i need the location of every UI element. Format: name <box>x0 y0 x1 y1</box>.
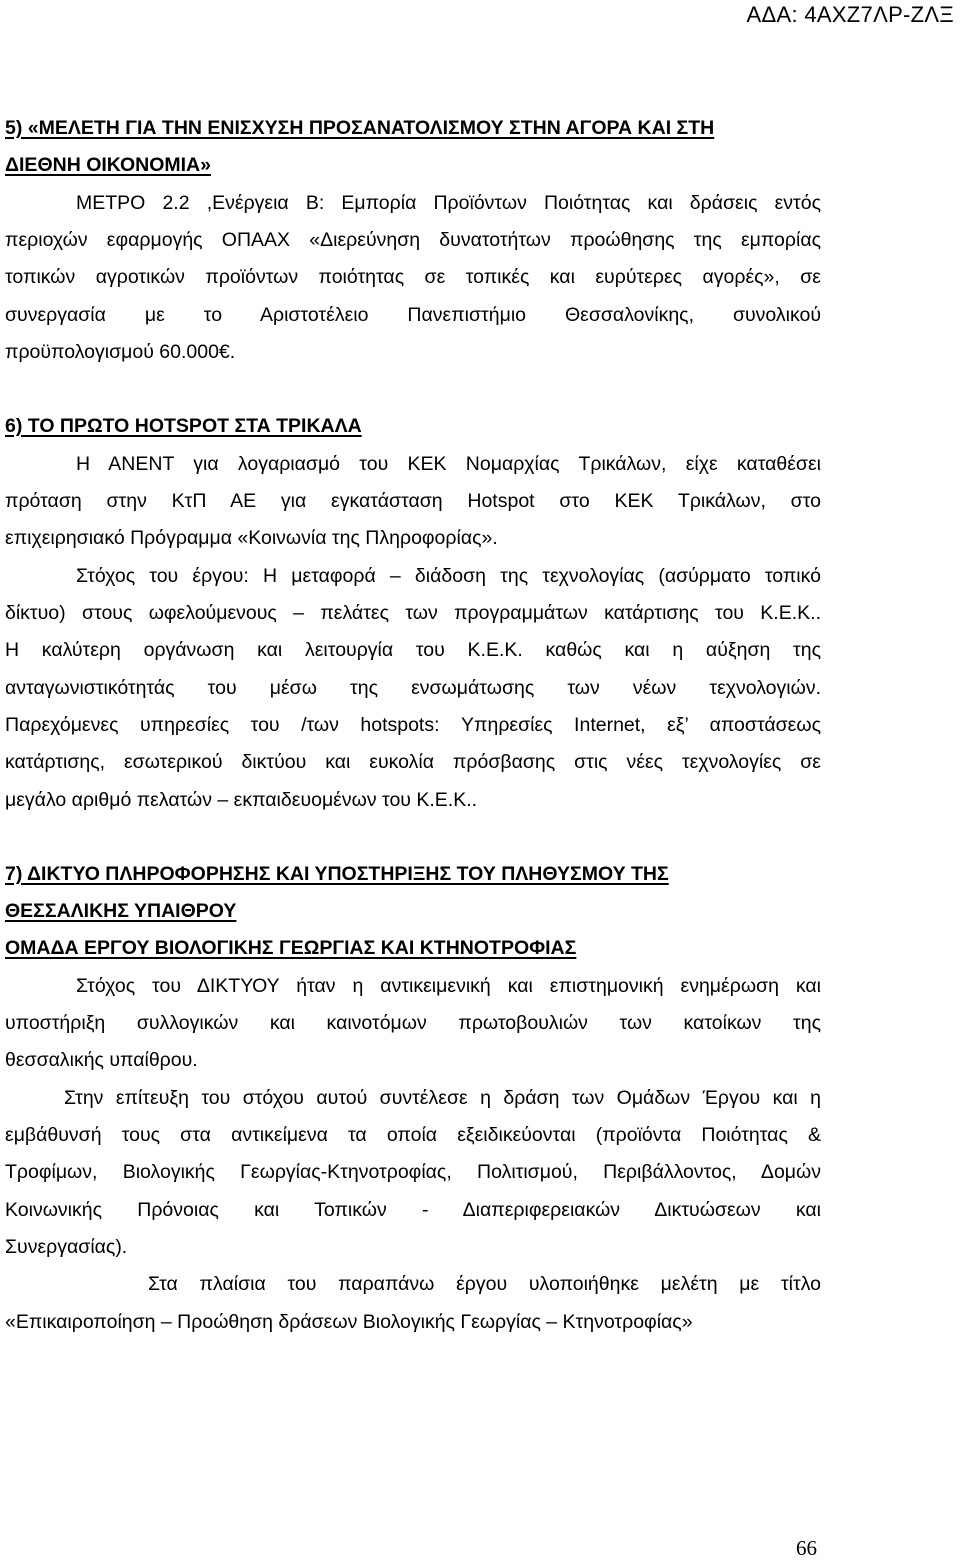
section6-text-line: Παρεχόμενες υπηρεσίες του /των hotspots: Υπηρεσίες Internet, εξ’ αποστάσεως <box>5 714 821 736</box>
section7-title-line2: ΘΕΣΣΑΛΙΚΗΣ ΥΠΑΙΘΡΟΥ <box>5 900 237 922</box>
section7-text-line: «Επικαιροποίηση – Προώθηση δράσεων Βιολογικής Γεωργίας – Κτηνοτροφίας» <box>5 1311 693 1333</box>
section7-text-line: Τροφίμων, Βιολογικής Γεωργίας-Κτηνοτροφίας, Πολιτισμού, Περιβάλλοντος, Δομών <box>5 1161 821 1183</box>
ada-code: ΑΔΑ: 4ΑΧΖ7ΛΡ-ΖΛΞ <box>746 2 954 27</box>
section7-text-line: Στόχος του ΔΙΚΤΥΟΥ ήταν η αντικειμενική και επιστημονική ενημέρωση και <box>76 975 821 997</box>
section6-text-line: Η καλύτερη οργάνωση και λειτουργία του Κ.Ε.Κ. καθώς και η αύξηση της <box>5 639 821 661</box>
section5-text-line: περιοχών εφαρμογής ΟΠΑΑΧ «Διερεύνηση δυνατοτήτων προώθησης της εμπορίας <box>5 229 821 251</box>
section6-text-line: κατάρτισης, εσωτερικού δικτύου και ευκολία πρόσβασης στις νέες τεχνολογίες σε <box>5 751 821 773</box>
section5-text-line: προϋπολογισμού 60.000€. <box>5 341 236 363</box>
section5-title-line2: ΔΙΕΘΝΗ ΟΙΚΟΝΟΜΙΑ» <box>5 154 211 176</box>
section6-text-line: επιχειρησιακό Πρόγραμμα «Κοινωνία της Πληροφορίας». <box>5 527 498 549</box>
section6-text-line: μεγάλο αριθμό πελατών – εκπαιδευομένων του Κ.Ε.Κ.. <box>5 789 478 811</box>
section6-text-line: δίκτυο) στους ωφελούμενους – πελάτες των προγραμμάτων κατάρτισης του Κ.Ε.Κ.. <box>5 602 821 624</box>
section5-title-line1: 5) «ΜΕΛΕΤΗ ΓΙΑ ΤΗΝ ΕΝΙΣΧΥΣΗ ΠΡΟΣΑΝΑΤΟΛΙΣΜΟΥ ΣΤΗΝ ΑΓΟΡΑ ΚΑΙ ΣΤΗ <box>5 117 715 139</box>
section6-text-line: Στόχος του έργου: Η μεταφορά – διάδοση της τεχνολογίας (ασύρματο τοπικό <box>76 565 821 587</box>
section7-text-line: Κοινωνικής Πρόνοιας και Τοπικών - Διαπεριφερειακών Δικτυώσεων και <box>5 1199 821 1221</box>
section6-title: 6) ΤΟ ΠΡΩΤΟ HOTSPOT ΣΤΑ ΤΡΙΚΑΛΑ <box>5 415 362 437</box>
section7-text-line: υποστήριξη συλλογικών και καινοτόμων πρωτοβουλιών των κατοίκων της <box>5 1012 821 1034</box>
section7-text-line: εμβάθυνσή τους στα αντικείμενα τα οποία εξειδικεύονται (προϊόντα Ποιότητας & <box>5 1124 821 1146</box>
section7-text-line: Στα πλαίσια του παραπάνω έργου υλοποιήθηκε μελέτη με τίτλο <box>148 1273 821 1295</box>
section7-text-line: Συνεργασίας). <box>5 1236 128 1258</box>
section5-text-line: τοπικών αγροτικών προϊόντων ποιότητας σε τοπικές και ευρύτερες αγορές», σε <box>5 266 821 288</box>
section5-text-line: συνεργασία με το Αριστοτέλειο Πανεπιστήμιο Θεσσαλονίκης, συνολικού <box>5 304 821 326</box>
section7-title-line1: 7) ΔΙΚΤΥΟ ΠΛΗΡΟΦΟΡΗΣΗΣ ΚΑΙ ΥΠΟΣΤΗΡΙΞΗΣ ΤΟΥ ΠΛΗΘΥΣΜΟΥ ΤΗΣ <box>5 863 669 885</box>
section6-text-line: Η ΑΝΕΝΤ για λογαριασμό του ΚΕΚ Νομαρχίας Τρικάλων, είχε καταθέσει <box>76 453 821 475</box>
section7-text-line: Στην επίτευξη του στόχου αυτού συντέλεσε η δράση των Ομάδων Έργου και η <box>64 1087 821 1109</box>
page-number: 66 <box>796 1536 817 1560</box>
section7-subtitle: ΟΜΑΔΑ ΕΡΓΟΥ ΒΙΟΛΟΓΙΚΗΣ ΓΕΩΡΓΙΑΣ ΚΑΙ ΚΤΗΝΟΤΡΟΦΙΑΣ <box>5 937 577 959</box>
section5-text-line: ΜΕΤΡΟ 2.2 ,Ενέργεια Β: Εμπορία Προϊόντων Ποιότητας και δράσεις εντός <box>76 192 821 214</box>
section7-text-line: θεσσαλικής υπαίθρου. <box>5 1049 198 1071</box>
section6-text-line: πρόταση στην ΚτΠ ΑΕ για εγκατάσταση Hotspot στο ΚΕΚ Τρικάλων, στο <box>5 490 821 512</box>
section6-text-line: ανταγωνιστικότητάς του μέσω της ενσωμάτωσης των νέων τεχνολογιών. <box>5 677 821 699</box>
